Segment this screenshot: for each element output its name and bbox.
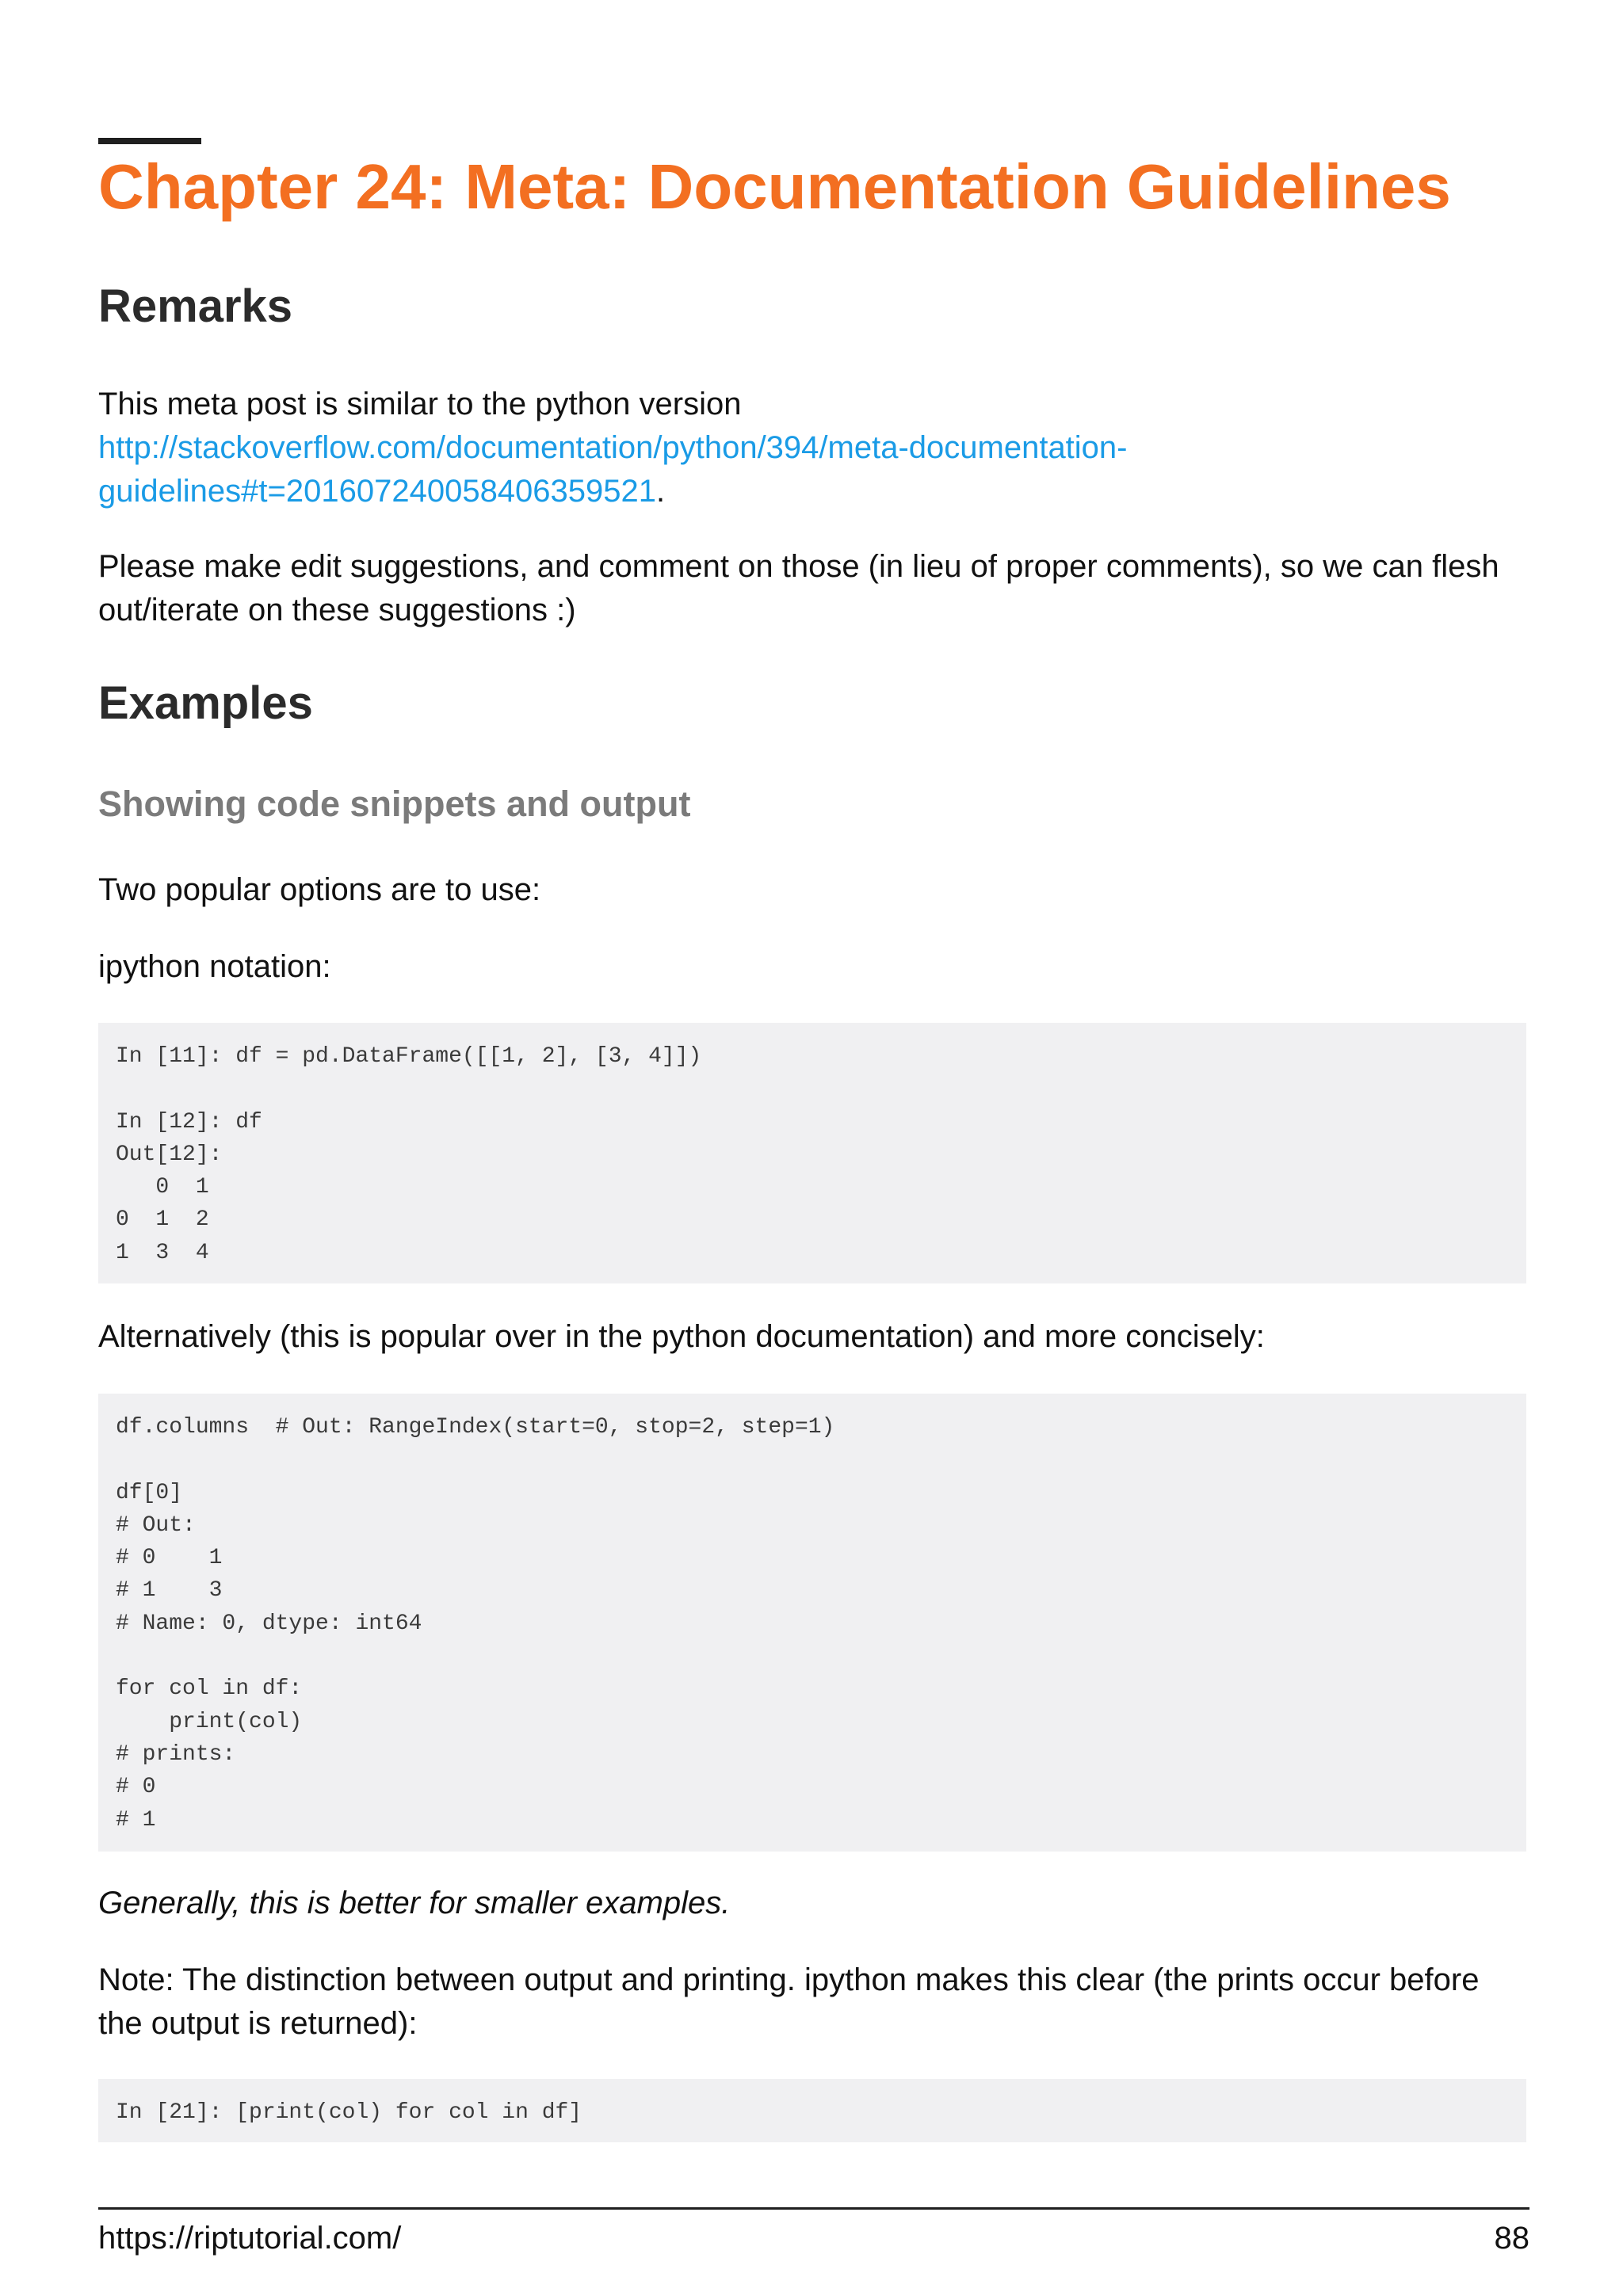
page-number: 88 [1494, 2221, 1529, 2256]
code-line: # 0 [116, 1775, 156, 1800]
code-line: print(col) [116, 1709, 303, 1734]
generally-note: Generally, this is better for smaller examples. [98, 1886, 731, 1920]
code-line: df[0] [116, 1480, 183, 1505]
code-line: In [11]: df = pd.DataFrame([[1, 2], [3, 4]]) [116, 1044, 702, 1069]
code-block-print [98, 2079, 1526, 2142]
alternative-text: Alternatively (this is popular over in the python documentation) and more concisely: [98, 1319, 1265, 1354]
code-line: 1 3 4 [116, 1240, 209, 1265]
code-line: for col in df: [116, 1676, 303, 1702]
ipython-label: ipython notation: [98, 949, 331, 984]
options-intro: Two popular options are to use: [98, 872, 541, 907]
code-line: df.columns # Out: RangeIndex(start=0, stop=2, step=1) [116, 1415, 835, 1440]
examples-heading: Examples [98, 677, 313, 729]
snippets-subheading: Showing code snippets and output [98, 784, 691, 824]
code-line: # Out: [116, 1512, 196, 1538]
code-line: In [12]: df [116, 1109, 262, 1135]
code-line: In [21]: [print(col) for col in df] [116, 2100, 582, 2125]
code-line: # Name: 0, dtype: int64 [116, 1611, 422, 1636]
code-line [116, 1073, 1509, 1105]
code-line: # prints: [116, 1741, 236, 1767]
code-block-ipython [98, 1023, 1526, 1283]
code-line: Out[12]: [116, 1142, 223, 1167]
code-line: 0 1 2 [116, 1207, 209, 1233]
remarks-period: . [656, 474, 666, 509]
code-block-concise [98, 1394, 1526, 1852]
footer-divider [98, 2207, 1529, 2210]
code-line: # 1 [116, 1807, 156, 1833]
python-meta-link-line-1: http://stackoverflow.com/documentation/python/394/meta-documentation- [98, 430, 1128, 465]
remarks-heading: Remarks [98, 280, 293, 332]
python-meta-link-line-2: guidelines#t=201607240058406359521 [98, 474, 657, 509]
footer-url-link[interactable]: https://riptutorial.com/ [98, 2221, 402, 2256]
python-meta-link[interactable] [98, 430, 1128, 509]
remarks-paragraph-1 [98, 383, 1526, 513]
chapter-title: Chapter 24: Meta: Documentation Guidelines [98, 151, 1451, 222]
code-line: 0 1 [116, 1175, 209, 1200]
remarks-intro-text: This meta post is similar to the python version [98, 387, 742, 421]
distinction-note: Note: The distinction between output and printing. ipython makes this clear (the prints occur before the output is returned): [98, 1962, 1480, 2041]
title-accent-bar [98, 138, 201, 144]
code-line: # 1 3 [116, 1578, 223, 1604]
code-line: # 0 1 [116, 1546, 223, 1571]
code-line [116, 1640, 1509, 1672]
code-line [116, 1444, 1509, 1476]
remarks-paragraph-2: Please make edit suggestions, and comment on those (in lieu of proper comments), so we can flesh out/iterate on these suggestions :) [98, 549, 1499, 627]
